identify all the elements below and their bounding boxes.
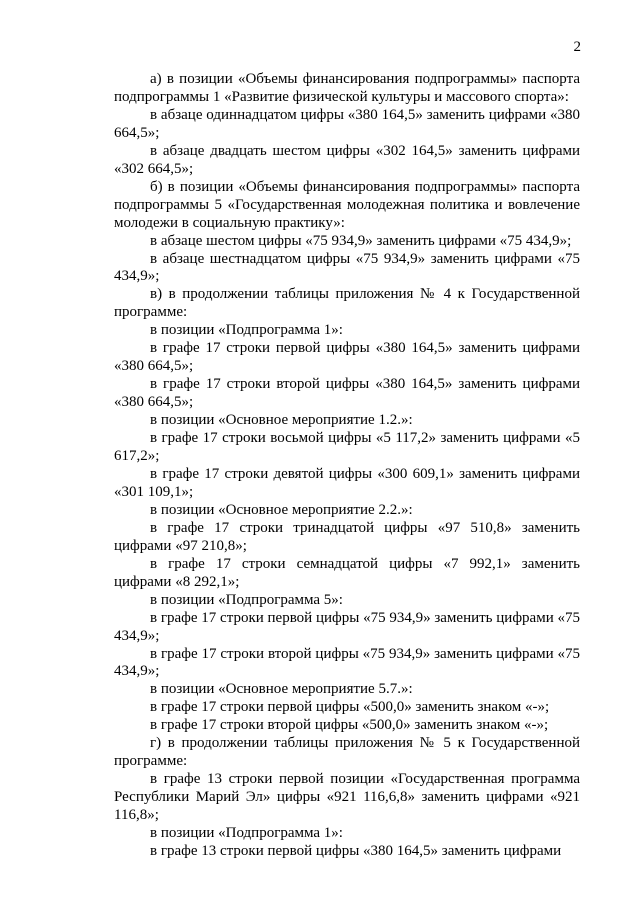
- paragraph-a-intro: а) в позиции «Объемы финансирования подпрограммы» паспорта подпрограммы 1 «Развитие физической культуры и массового спорта»:: [114, 71, 580, 105]
- paragraph-g-2: в позиции «Подпрограмма 1»:: [150, 825, 343, 842]
- paragraph-b-intro: б) в позиции «Объемы финансирования подпрограммы» паспорта подпрограммы 5 «Государственная молодежная политика и вовлечение молодежи в социальную практику»:: [114, 178, 580, 231]
- paragraph-v-intro: в) в продолжении таблицы приложения № 4 к Государственной программе:: [114, 286, 580, 321]
- paragraph-b-1: в абзаце шестом цифры «75 934,9» заменить цифрами «75 434,9»;: [150, 232, 572, 249]
- paragraph-v-6: в графе 17 строки девятой цифры «300 609,1» заменить цифрами «301 109,1»;: [114, 465, 580, 500]
- paragraph-b-2: в абзаце шестнадцатом цифры «75 934,9» заменить цифрами «75 434,9»;: [114, 250, 580, 285]
- paragraph-g-1: в графе 13 строки первой позиции «Государственная программа Республики Марий Эл» цифры «921 116,6,8» заменить цифрами «921 116,8»;: [114, 771, 580, 824]
- paragraph-v-13: в позиции «Основное мероприятие 5.7.»:: [150, 681, 413, 698]
- paragraph-a-1: в абзаце одиннадцатом цифры «380 164,5» заменить цифрами «380 664,5»;: [114, 106, 580, 141]
- paragraph-v-14: в графе 17 строки первой цифры «500,0» заменить знаком «-»;: [150, 699, 550, 716]
- paragraph-g-3: в графе 13 строки первой цифры «380 164,5» заменить цифрами: [150, 842, 562, 859]
- paragraph-a-2: в абзаце двадцать шестом цифры «302 164,5» заменить цифрами «302 664,5»;: [114, 142, 580, 177]
- paragraph-v-10: в позиции «Подпрограмма 5»:: [150, 591, 343, 608]
- document-body: [114, 71, 580, 861]
- paragraph-v-2: в графе 17 строки первой цифры «380 164,5» заменить цифрами «380 664,5»;: [114, 340, 580, 375]
- paragraph-g-intro: г) в продолжении таблицы приложения № 5 к Государственной программе:: [114, 735, 580, 770]
- page-number: 2: [573, 39, 581, 55]
- paragraph-v-1: в позиции «Подпрограмма 1»:: [150, 322, 343, 339]
- paragraph-v-11: в графе 17 строки первой цифры «75 934,9» заменить цифрами «75 434,9»;: [114, 609, 580, 644]
- paragraph-v-4: в позиции «Основное мероприятие 1.2.»:: [150, 412, 413, 429]
- paragraph-v-7: в позиции «Основное мероприятие 2.2.»:: [150, 501, 413, 518]
- paragraph-v-5: в графе 17 строки восьмой цифры «5 117,2» заменить цифрами «5 617,2»;: [114, 430, 580, 465]
- paragraph-v-12: в графе 17 строки второй цифры «75 934,9» заменить цифрами «75 434,9»;: [114, 645, 580, 680]
- paragraph-v-8: в графе 17 строки тринадцатой цифры «97 510,8» заменить цифрами «97 210,8»;: [114, 519, 580, 554]
- paragraph-v-15: в графе 17 строки второй цифры «500,0» заменить знаком «-»;: [150, 717, 549, 734]
- paragraph-v-3: в графе 17 строки второй цифры «380 164,5» заменить цифрами «380 664,5»;: [114, 376, 580, 411]
- paragraph-v-9: в графе 17 строки семнадцатой цифры «7 992,1» заменить цифрами «8 292,1»;: [114, 555, 580, 590]
